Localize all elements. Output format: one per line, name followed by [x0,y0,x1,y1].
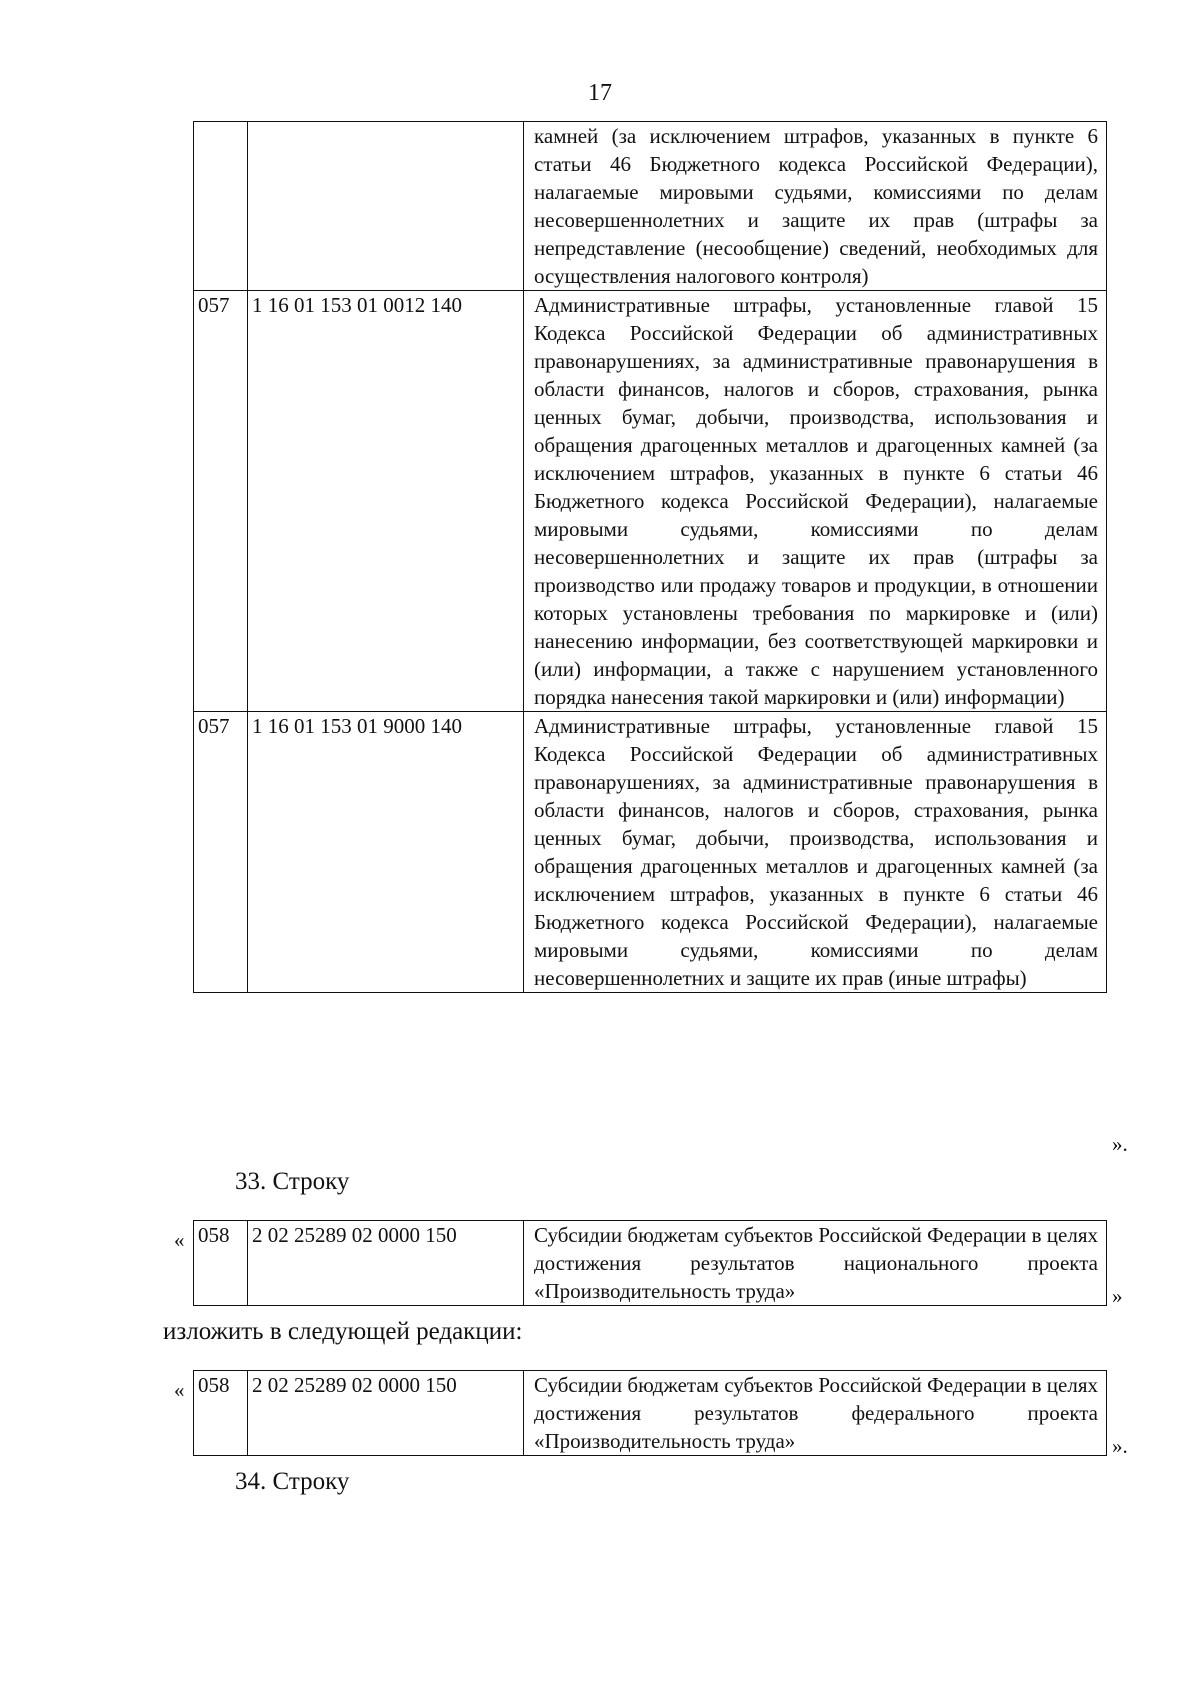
closing-quote: ». [1112,1434,1128,1458]
item-34-label: 34. Строку [235,1468,350,1495]
budget-codes-table [193,121,1107,993]
table-row [194,291,1107,712]
item-33-label: 33. Строку [235,1168,350,1195]
description-cell: Субсидии бюджетам субъектов Российской Федерации в целях достижения результатов федерального проекта «Производительность труда» [524,1371,1107,1456]
table-row [194,712,1107,993]
new-row-table [193,1370,1107,1456]
kbk-cell [248,122,524,291]
replace-instruction: изложить в следующей редакции: [163,1318,523,1345]
page-number: 17 [588,80,612,106]
kbk-cell: 2 02 25289 02 0000 150 [248,1221,524,1306]
admin-code-cell: 058 [194,1371,248,1456]
old-row-table [193,1220,1107,1306]
admin-code-cell [194,122,248,291]
closing-quote: » [1112,1284,1123,1308]
description-cell: Административные штрафы, установленные главой 15 Кодекса Российской Федерации об административных правонарушениях, за административные правонарушения в области финансов, налогов и сборов, страхования, рынка ценных бумаг, добычи, производства, использования и обращения драгоценных металлов и драгоценных камней (за исключением штрафов, указанных в пункте 6 статьи 46 Бюджетного кодекса Российской Федерации), налагаемые мировыми судьями, комиссиями по делам несовершеннолетних и защите их прав (штрафы за производство или продажу товаров и продукции, в отношении которых установлены требования по маркировке и (или) нанесению информации, без соответствующей маркировки и (или) информации, а также с нарушением установленного порядка нанесения такой маркировки и (или) информации) [524,291,1107,712]
opening-quote: « [174,1228,185,1252]
admin-code-cell: 057 [194,712,248,993]
closing-quote: ». [1112,1132,1128,1156]
kbk-cell: 1 16 01 153 01 9000 140 [248,712,524,993]
kbk-cell: 1 16 01 153 01 0012 140 [248,291,524,712]
description-cell: камней (за исключением штрафов, указанных в пункте 6 статьи 46 Бюджетного кодекса Российской Федерации), налагаемые мировыми судьями, комиссиями по делам несовершеннолетних и защите их прав (штрафы за непредставление (несообщение) сведений, необходимых для осуществления налогового контроля) [524,122,1107,291]
opening-quote: « [174,1378,185,1402]
description-cell: Административные штрафы, установленные главой 15 Кодекса Российской Федерации об административных правонарушениях, за административные правонарушения в области финансов, налогов и сборов, страхования, рынка ценных бумаг, добычи, производства, использования и обращения драгоценных металлов и драгоценных камней (за исключением штрафов, указанных в пункте 6 статьи 46 Бюджетного кодекса Российской Федерации), налагаемые мировыми судьями, комиссиями по делам несовершеннолетних и защите их прав (иные штрафы) [524,712,1107,993]
admin-code-cell: 057 [194,291,248,712]
kbk-cell: 2 02 25289 02 0000 150 [248,1371,524,1456]
table-row [194,122,1107,291]
admin-code-cell: 058 [194,1221,248,1306]
description-cell: Субсидии бюджетам субъектов Российской Федерации в целях достижения результатов национального проекта «Производительность труда» [524,1221,1107,1306]
table-row [194,1221,1107,1306]
table-row [194,1371,1107,1456]
